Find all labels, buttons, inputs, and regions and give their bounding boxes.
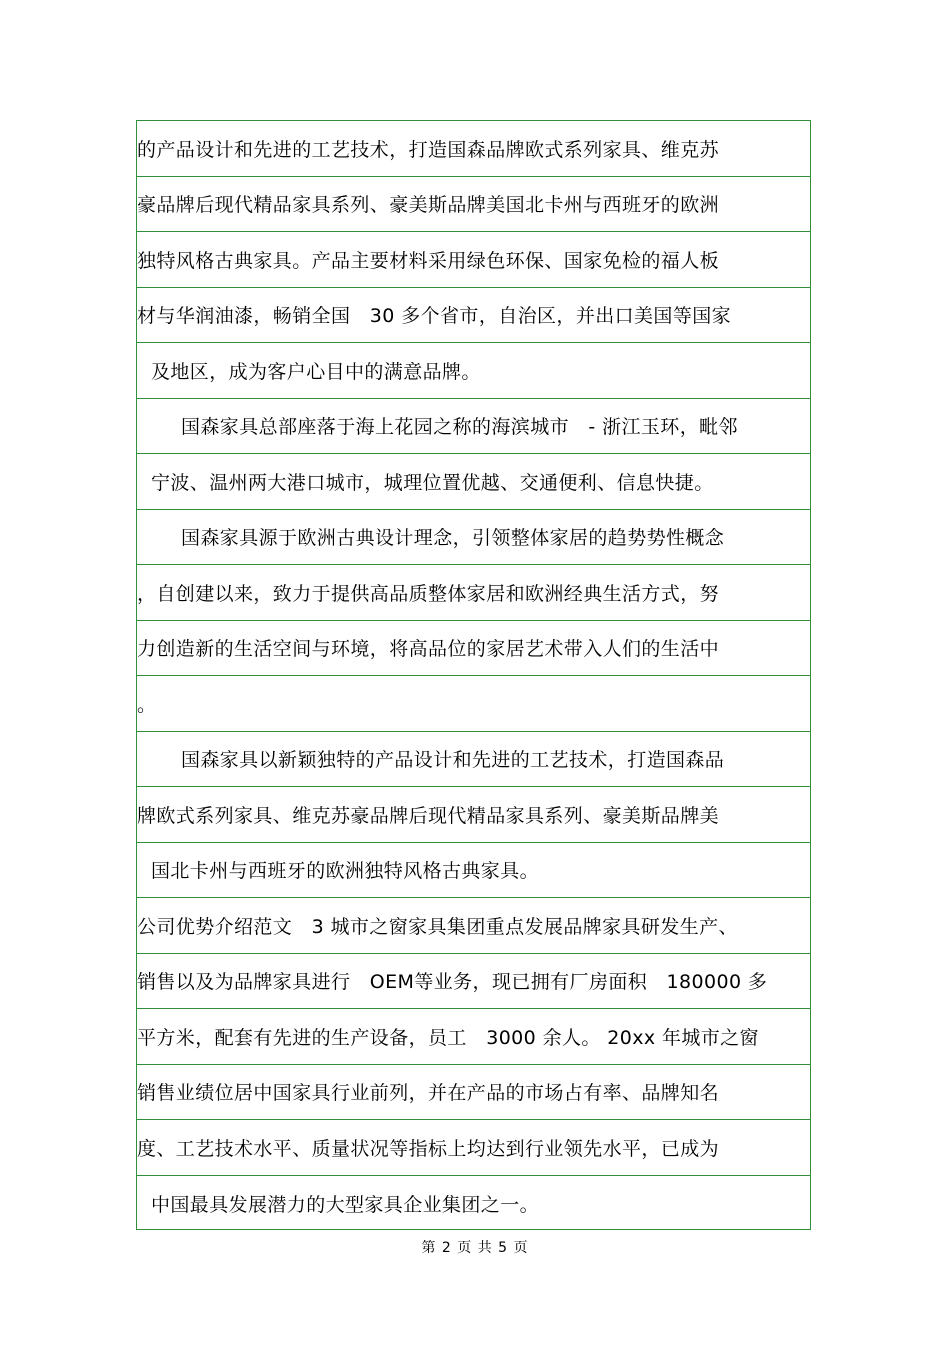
text-line-content: ，自创建以来，致力于提供高品质整体家居和欧洲经典生活方式，努 [137,582,720,605]
text-line [137,232,810,288]
text-line [137,954,810,1010]
text-line [137,565,810,621]
text-line [137,454,810,510]
text-line-content: 中国最具发展潜力的大型家具企业集团之一。 [151,1193,540,1216]
text-line-content: 独特风格古典家具。产品主要材料采用绿色环保、国家免检的福人板 [137,249,720,272]
text-line [137,1065,810,1121]
text-line [137,288,810,344]
text-line-content: 国森家具总部座落于海上花园之称的海滨城市 - 浙江玉环，毗邻 [181,416,738,439]
text-line-content: 力创造新的生活空间与环境，将高品位的家居艺术带入人们的生活中 [137,638,720,661]
text-line [137,676,810,732]
text-line-content: 国北卡州与西班牙的欧洲独特风格古典家具。 [151,860,540,883]
text-line-content: 度、工艺技术水平、质量状况等指标上均达到行业领先水平，已成为 [137,1137,720,1160]
text-line [137,1009,810,1065]
page-footer: 第 2 页 共 5 页 [421,1240,529,1256]
text-line [137,399,810,455]
text-line-content: 公司优势介绍范文 3 城市之窗家具集团重点发展品牌家具研发生产、 [137,915,738,938]
text-line-content: 及地区，成为客户心目中的满意品牌。 [151,360,481,383]
text-frame [136,120,811,1230]
text-line [137,177,810,233]
text-line [137,787,810,843]
text-line-content: 国森家具源于欧洲古典设计理念，引领整体家居的趋势势性概念 [181,527,725,550]
text-line [137,732,810,788]
text-line [137,121,810,177]
text-line-content: 平方米，配套有先进的生产设备，员工 3000 余人。 20xx 年城市之窗 [137,1026,759,1049]
text-line [137,898,810,954]
text-line-content: 牌欧式系列家具、维克苏豪品牌后现代精品家具系列、豪美斯品牌美 [137,804,720,827]
text-line [137,843,810,899]
text-line [137,1176,810,1232]
text-line-content: 销售以及为品牌家具进行 OEM等业务，现已拥有厂房面积 180000 多 [137,971,768,994]
text-line [137,1120,810,1176]
text-line [137,343,810,399]
text-line-content: 国森家具以新颖独特的产品设计和先进的工艺技术，打造国森品 [181,749,725,772]
text-line-content: 豪品牌后现代精品家具系列、豪美斯品牌美国北卡州与西班牙的欧洲 [137,194,720,217]
text-line-content: 销售业绩位居中国家具行业前列，并在产品的市场占有率、品牌知名 [137,1082,720,1105]
text-line-content: 。 [137,693,157,716]
text-line [137,510,810,566]
text-line [137,621,810,677]
text-line-content: 宁波、温州两大港口城市，城理位置优越、交通便利、信息快捷。 [151,471,714,494]
text-line-content: 材与华润油漆，畅销全国 30 多个省市，自治区，并出口美国等国家 [137,305,732,328]
text-line-content: 的产品设计和先进的工艺技术，打造国森品牌欧式系列家具、维克苏 [137,138,720,161]
